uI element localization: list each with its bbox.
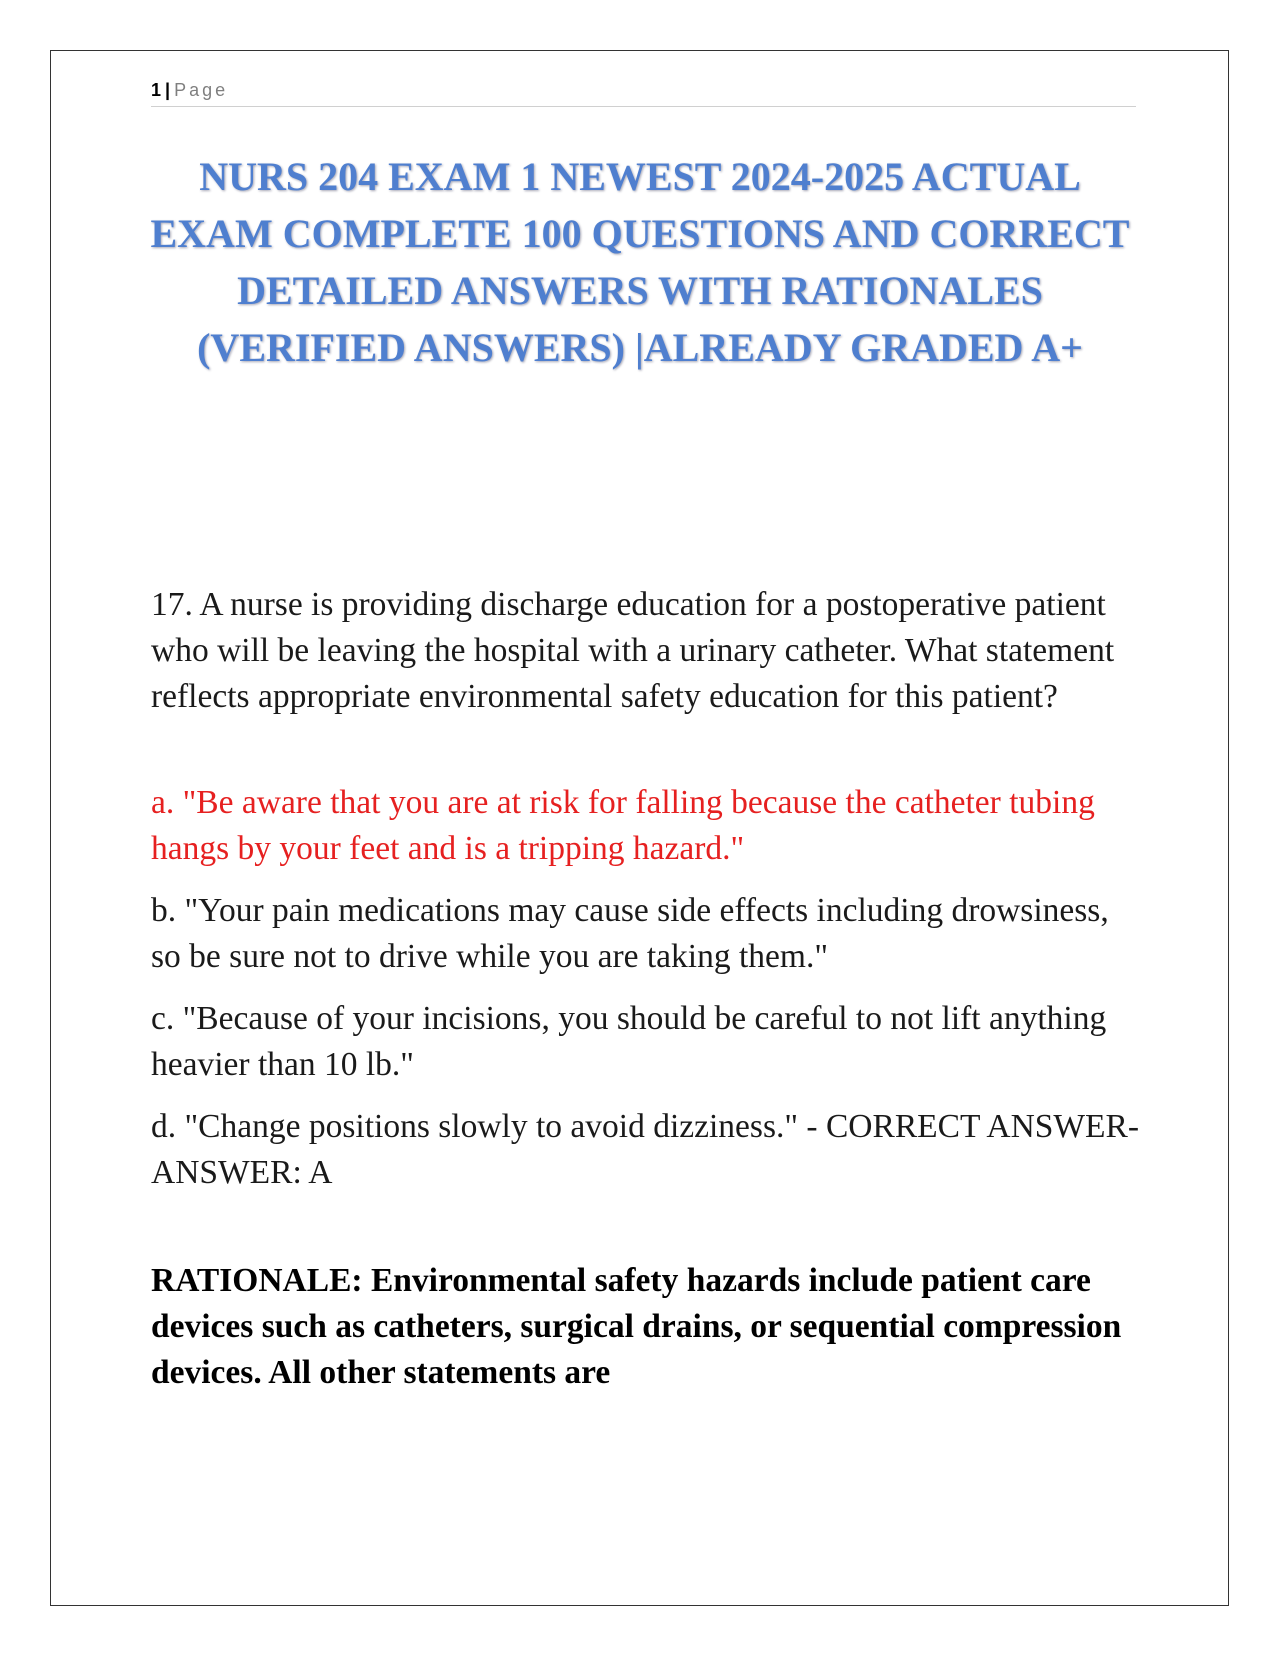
- page-header: [151, 78, 1136, 107]
- page-label: Page: [174, 80, 229, 100]
- question-text: 17. A nurse is providing discharge education for a postoperative patient who will be leaving the hospital with a urinary catheter. What statement reflects appropriate environmental safety education for this patient?: [151, 586, 1115, 715]
- rationale-text: RATIONALE: Environmental safety hazards include patient care devices such as catheters, surgical drains, or sequential compression devices. All other statements are: [151, 1262, 1122, 1391]
- page-separator: |: [165, 80, 171, 100]
- question-block: [151, 582, 1141, 1396]
- option-d: d. "Change positions slowly to avoid dizziness." - CORRECT ANSWER-ANSWER: A: [151, 1108, 1139, 1191]
- option-c: c. "Because of your incisions, you should be careful to not lift anything heavier than 10 lb.": [151, 1000, 1107, 1083]
- page-number: 1: [151, 80, 162, 100]
- document-title: NURS 204 EXAM 1 NEWEST 2024-2025 ACTUAL EXAM COMPLETE 100 QUESTIONS AND CORRECT DETAILED ANSWERS WITH RATIONALES (VERIFIED ANSWERS) |ALREADY GRADED A+: [150, 154, 1130, 370]
- option-b: b. "Your pain medications may cause side effects including drowsiness, so be sure not to drive while you are taking them.": [151, 892, 1109, 975]
- option-a: a. "Be aware that you are at risk for falling because the catheter tubing hangs by your feet and is a tripping hazard.": [151, 784, 1095, 867]
